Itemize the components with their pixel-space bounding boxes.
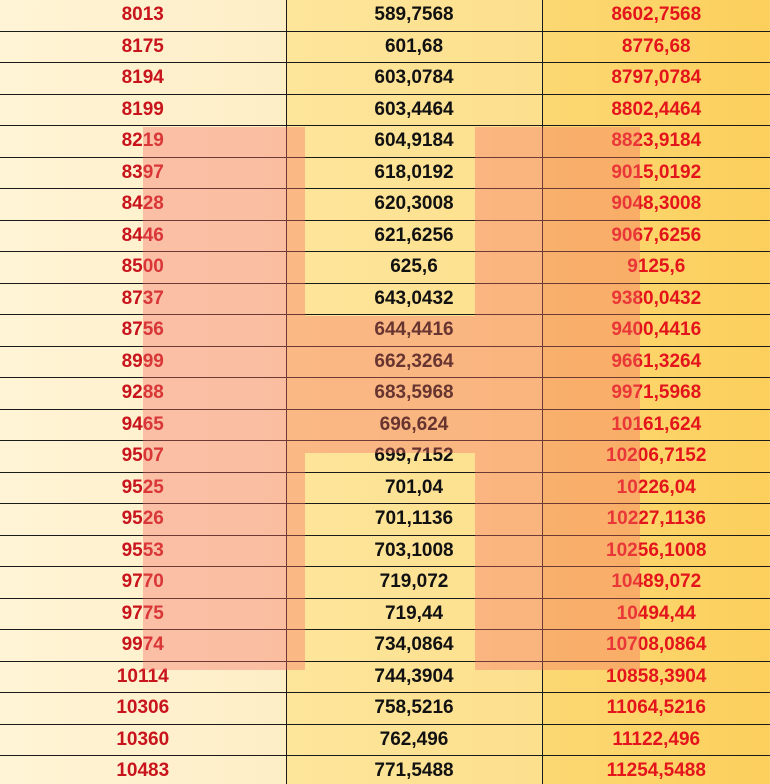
cell-total-value[interactable]: 11064,5216 bbox=[542, 693, 770, 725]
cell-tax-value[interactable]: 744,3904 bbox=[286, 661, 542, 693]
cell-tax-value[interactable]: 734,0864 bbox=[286, 630, 542, 662]
cell-base-value[interactable]: 8756 bbox=[0, 315, 286, 347]
cell-tax-value[interactable]: 662,3264 bbox=[286, 346, 542, 378]
cell-base-value[interactable]: 10306 bbox=[0, 693, 286, 725]
cell-base-value[interactable]: 10483 bbox=[0, 756, 286, 784]
table-row bbox=[0, 63, 770, 95]
cell-total-value[interactable]: 9067,6256 bbox=[542, 220, 770, 252]
cell-base-value[interactable]: 8013 bbox=[0, 0, 286, 31]
cell-total-value[interactable]: 8776,68 bbox=[542, 31, 770, 63]
table-row bbox=[0, 441, 770, 473]
cell-tax-value[interactable]: 601,68 bbox=[286, 31, 542, 63]
cell-base-value[interactable]: 9770 bbox=[0, 567, 286, 599]
cell-tax-value[interactable]: 604,9184 bbox=[286, 126, 542, 158]
cell-tax-value[interactable]: 762,496 bbox=[286, 724, 542, 756]
cell-tax-value[interactable]: 625,6 bbox=[286, 252, 542, 284]
cell-total-value[interactable]: 10206,7152 bbox=[542, 441, 770, 473]
table-row bbox=[0, 315, 770, 347]
cell-tax-value[interactable]: 683,5968 bbox=[286, 378, 542, 410]
cell-total-value[interactable]: 10708,0864 bbox=[542, 630, 770, 662]
cell-total-value[interactable]: 9125,6 bbox=[542, 252, 770, 284]
cell-tax-value[interactable]: 699,7152 bbox=[286, 441, 542, 473]
table-row bbox=[0, 126, 770, 158]
cell-tax-value[interactable]: 620,3008 bbox=[286, 189, 542, 221]
table-row bbox=[0, 346, 770, 378]
cell-tax-value[interactable]: 603,4464 bbox=[286, 94, 542, 126]
cell-base-value[interactable]: 8175 bbox=[0, 31, 286, 63]
cell-base-value[interactable]: 8446 bbox=[0, 220, 286, 252]
cell-total-value[interactable]: 8802,4464 bbox=[542, 94, 770, 126]
table-row bbox=[0, 189, 770, 221]
cell-total-value[interactable]: 10226,04 bbox=[542, 472, 770, 504]
cell-total-value[interactable]: 10161,624 bbox=[542, 409, 770, 441]
cell-total-value[interactable]: 8823,9184 bbox=[542, 126, 770, 158]
cell-tax-value[interactable]: 621,6256 bbox=[286, 220, 542, 252]
table-row bbox=[0, 94, 770, 126]
cell-base-value[interactable]: 8999 bbox=[0, 346, 286, 378]
cell-total-value[interactable]: 11254,5488 bbox=[542, 756, 770, 784]
cell-base-value[interactable]: 9507 bbox=[0, 441, 286, 473]
table-row bbox=[0, 220, 770, 252]
table-row bbox=[0, 693, 770, 725]
table-row bbox=[0, 157, 770, 189]
cell-tax-value[interactable]: 771,5488 bbox=[286, 756, 542, 784]
cell-total-value[interactable]: 9400,4416 bbox=[542, 315, 770, 347]
cell-base-value[interactable]: 9465 bbox=[0, 409, 286, 441]
cell-total-value[interactable]: 8797,0784 bbox=[542, 63, 770, 95]
cell-base-value[interactable]: 8737 bbox=[0, 283, 286, 315]
table-row bbox=[0, 630, 770, 662]
cell-total-value[interactable]: 9048,3008 bbox=[542, 189, 770, 221]
cell-total-value[interactable]: 10256,1008 bbox=[542, 535, 770, 567]
table-row bbox=[0, 567, 770, 599]
cell-total-value[interactable]: 8602,7568 bbox=[542, 0, 770, 31]
cell-base-value[interactable]: 8428 bbox=[0, 189, 286, 221]
cell-base-value[interactable]: 8397 bbox=[0, 157, 286, 189]
table-row bbox=[0, 252, 770, 284]
cell-total-value[interactable]: 10489,072 bbox=[542, 567, 770, 599]
cell-base-value[interactable]: 9525 bbox=[0, 472, 286, 504]
cell-total-value[interactable]: 9380,0432 bbox=[542, 283, 770, 315]
cell-total-value[interactable]: 9015,0192 bbox=[542, 157, 770, 189]
table-row bbox=[0, 472, 770, 504]
cell-base-value[interactable]: 8199 bbox=[0, 94, 286, 126]
cell-base-value[interactable]: 8500 bbox=[0, 252, 286, 284]
table-row bbox=[0, 283, 770, 315]
cell-total-value[interactable]: 9971,5968 bbox=[542, 378, 770, 410]
table-row bbox=[0, 504, 770, 536]
table-row bbox=[0, 535, 770, 567]
table-row bbox=[0, 409, 770, 441]
cell-tax-value[interactable]: 644,4416 bbox=[286, 315, 542, 347]
cell-base-value[interactable]: 9526 bbox=[0, 504, 286, 536]
table-row bbox=[0, 756, 770, 784]
cell-base-value[interactable]: 9775 bbox=[0, 598, 286, 630]
cell-base-value[interactable]: 8219 bbox=[0, 126, 286, 158]
cell-tax-value[interactable]: 719,072 bbox=[286, 567, 542, 599]
cell-total-value[interactable]: 10494,44 bbox=[542, 598, 770, 630]
table-row bbox=[0, 598, 770, 630]
cell-tax-value[interactable]: 719,44 bbox=[286, 598, 542, 630]
table-row bbox=[0, 661, 770, 693]
table-row bbox=[0, 0, 770, 31]
table-row bbox=[0, 724, 770, 756]
cell-total-value[interactable]: 10858,3904 bbox=[542, 661, 770, 693]
cell-tax-value[interactable]: 703,1008 bbox=[286, 535, 542, 567]
cell-base-value[interactable]: 9553 bbox=[0, 535, 286, 567]
cell-base-value[interactable]: 10360 bbox=[0, 724, 286, 756]
cell-tax-value[interactable]: 696,624 bbox=[286, 409, 542, 441]
cell-tax-value[interactable]: 643,0432 bbox=[286, 283, 542, 315]
cell-total-value[interactable]: 11122,496 bbox=[542, 724, 770, 756]
cell-base-value[interactable]: 9974 bbox=[0, 630, 286, 662]
cell-tax-value[interactable]: 701,04 bbox=[286, 472, 542, 504]
table-row bbox=[0, 378, 770, 410]
cell-total-value[interactable]: 9661,3264 bbox=[542, 346, 770, 378]
table-row bbox=[0, 31, 770, 63]
cell-tax-value[interactable]: 758,5216 bbox=[286, 693, 542, 725]
cell-tax-value[interactable]: 603,0784 bbox=[286, 63, 542, 95]
cell-tax-value[interactable]: 589,7568 bbox=[286, 0, 542, 31]
cell-base-value[interactable]: 8194 bbox=[0, 63, 286, 95]
cell-tax-value[interactable]: 701,1136 bbox=[286, 504, 542, 536]
cell-base-value[interactable]: 10114 bbox=[0, 661, 286, 693]
cell-base-value[interactable]: 9288 bbox=[0, 378, 286, 410]
cell-tax-value[interactable]: 618,0192 bbox=[286, 157, 542, 189]
cell-total-value[interactable]: 10227,1136 bbox=[542, 504, 770, 536]
